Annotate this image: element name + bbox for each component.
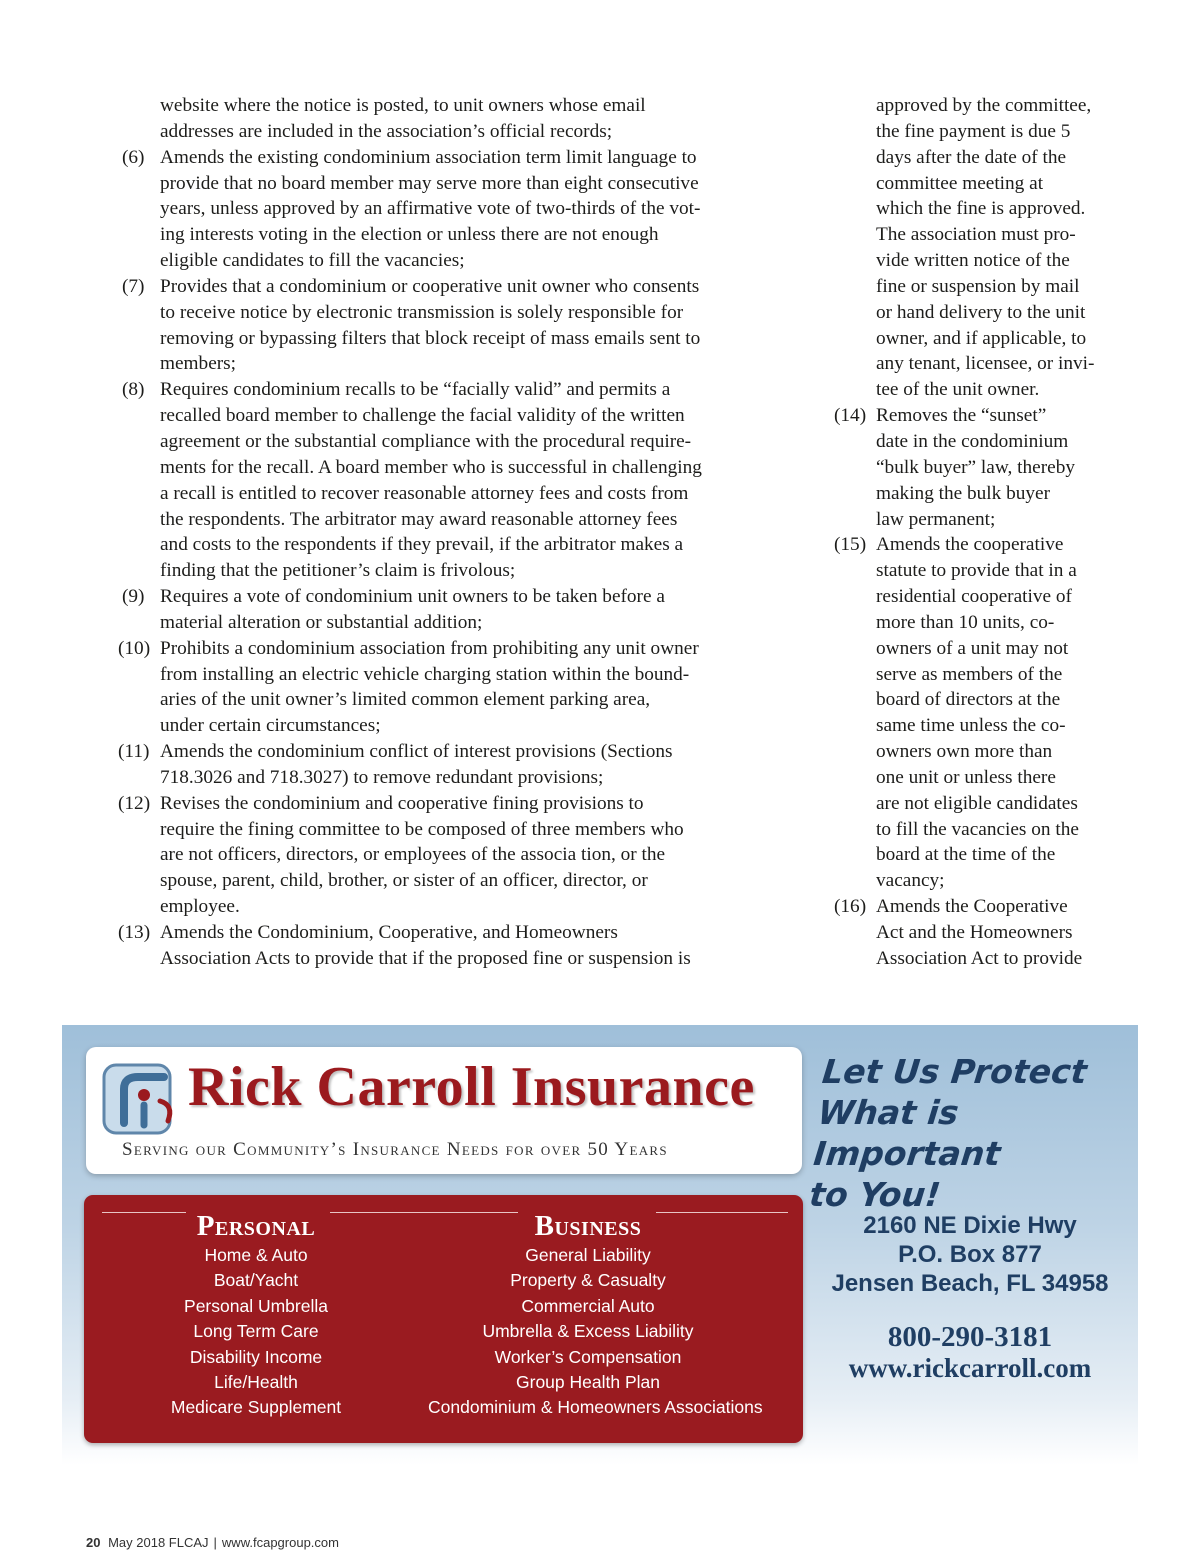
office-address: 2160 NE Dixie Hwy P.O. Box 877 Jensen Beach, FL 34958 (831, 1212, 1109, 1297)
footer-url[interactable]: www.fcapgroup.com (221, 1535, 339, 1550)
list-item (118, 584, 768, 636)
text-line: eligible candidates to fill the vacancies; (160, 250, 465, 272)
footer-separator: | (213, 1535, 217, 1550)
text-line: Association Acts to provide that if the proposed fine or suspension is (160, 947, 691, 969)
text-line: Association Act to provide (876, 947, 1083, 969)
text-line: years, unless approved by an affirmative vote of two-thirds of the vot- (160, 198, 701, 220)
text-line: from installing an electric vehicle charging station within the bound- (160, 663, 690, 685)
text-line: which the fine is approved. (876, 198, 1086, 220)
text-line: making the bulk buyer (876, 482, 1051, 504)
list-item (834, 894, 1134, 972)
text-line: Amends the Cooperative (876, 896, 1068, 918)
text-line: Requires condominium recalls to be “facially valid” and permits a (160, 379, 671, 401)
service-item: Medicare Supplement (170, 1397, 342, 1418)
text-line: addresses are included in the association’s official records; (160, 120, 613, 142)
text-line: The association must pro- (876, 224, 1076, 246)
item-number: (16) (834, 896, 867, 918)
service-item: Boat/Yacht (213, 1270, 299, 1291)
text-line: employee. (160, 896, 240, 918)
issue-label: May 2018 FLCAJ (108, 1535, 209, 1550)
text-line: Amends the existing condominium association term limit language to (160, 146, 697, 168)
rci-logo-icon (102, 1061, 180, 1137)
list-item (118, 274, 768, 377)
text-line: board of directors at the (876, 689, 1061, 711)
protect-tagline: Let Us Protect What is Important to You! (807, 1052, 1089, 1214)
text-line: recalled board member to challenge the facial validity of the written (160, 405, 685, 427)
personal-services (84, 1209, 428, 1421)
list-item (118, 145, 768, 274)
service-item: Condominium & Homeowners Associations (428, 1397, 763, 1418)
article-left-column (118, 93, 768, 972)
text-line: statute to provide that in a (876, 560, 1077, 582)
text-line: or hand delivery to the unit (876, 301, 1086, 323)
text-line: date in the condominium (876, 430, 1069, 452)
text-line: and costs to the respondents if they prevail, if the arbitrator makes a (160, 534, 684, 556)
logo-panel (86, 1047, 802, 1174)
text-line: a recall is entitled to recover reasonable attorney fees and costs from (160, 482, 689, 504)
business-services (428, 1209, 763, 1421)
service-item: Commercial Auto (521, 1295, 655, 1316)
text-line: more than 10 units, co- (876, 611, 1055, 633)
list-item (834, 532, 1134, 894)
text-line: ments for the recall. A board member who is successful in challenging (160, 456, 702, 478)
text-line: Amends the cooperative (876, 534, 1064, 556)
page-number: 20 (86, 1535, 101, 1550)
text-line: Prohibits a condominium association from prohibiting any unit owner (160, 637, 699, 659)
phone-number: 800-290-3181 (887, 1321, 1053, 1353)
text-line: board at the time of the (876, 844, 1056, 866)
service-item: Worker’s Compensation (494, 1346, 682, 1367)
service-item: Home & Auto (204, 1245, 308, 1265)
text-line: finding that the petitioner’s claim is frivolous; (160, 560, 516, 582)
text-line: Removes the “sunset” (876, 405, 1047, 427)
text-line: Act and the Homeowners (876, 922, 1073, 943)
text-line: vide written notice of the (876, 250, 1070, 272)
text-line: to fill the vacancies on the (876, 818, 1079, 840)
service-item: Personal Umbrella (184, 1295, 328, 1316)
text-line: to receive notice by electronic transmission is solely responsible for (160, 301, 684, 323)
service-item: Life/Health (214, 1372, 298, 1393)
text-line: serve as members of the (876, 663, 1063, 685)
page-footer (86, 1535, 339, 1550)
text-line: the fine payment is due 5 (876, 120, 1071, 142)
text-line: Revises the condominium and cooperative fining provisions to (160, 792, 644, 814)
text-line: aries of the unit owner’s limited common element parking area, (160, 689, 651, 711)
text-line: 718.3026 and 718.3027) to remove redundant provisions; (160, 766, 604, 788)
service-item: General Liability (525, 1245, 651, 1265)
service-item: Disability Income (189, 1346, 323, 1367)
service-item: Umbrella & Excess Liability (482, 1321, 694, 1342)
text-line: tee of the unit owner. (876, 379, 1040, 401)
list-item (118, 636, 768, 739)
text-line: days after the date of the (876, 146, 1067, 168)
text-line: website where the notice is posted, to unit owners whose email (160, 95, 646, 116)
text-line: members; (160, 353, 237, 375)
list-item (118, 739, 768, 791)
text-line: owners of a unit may not (876, 637, 1069, 659)
text-line: the respondents. The arbitrator may award reasonable attorney fees (160, 508, 678, 530)
text-line: spouse, parent, child, brother, or sister of an officer, director, or (160, 870, 648, 892)
item-number: (6) (122, 146, 145, 168)
text-line: any tenant, licensee, or invi- (876, 353, 1095, 375)
text-line: approved by the committee, (876, 95, 1092, 116)
item-number: (10) (118, 637, 151, 659)
text-line: under certain circumstances; (160, 715, 381, 737)
brand-name: Rick Carroll Insurance (188, 1056, 755, 1118)
text-line: Provides that a condominium or cooperative unit owner who consents (160, 275, 700, 297)
text-line: are not officers, directors, or employees of the associa tion, or the (160, 844, 666, 866)
item-number: (13) (118, 922, 151, 943)
text-line: removing or bypassing filters that block receipt of mass emails sent to (160, 327, 701, 349)
insurance-advertisement (62, 1025, 1138, 1465)
website-link[interactable]: www.rickcarroll.com (848, 1353, 1092, 1383)
item-number: (12) (118, 792, 151, 814)
text-line: Requires a vote of condominium unit owners to be taken before a (160, 586, 665, 608)
text-line: agreement or the substantial compliance with the procedural require- (160, 430, 692, 452)
text-line: ing interests voting in the election or unless there are not enough (160, 224, 659, 246)
article-right-column (834, 93, 1134, 972)
text-line: committee meeting at (876, 172, 1044, 194)
list-item (118, 791, 768, 920)
text-line: vacancy; (876, 870, 945, 892)
text-line: law permanent; (876, 508, 996, 530)
text-line: are not eligible candidates (876, 792, 1078, 814)
text-line: “bulk buyer” law, thereby (876, 456, 1075, 478)
text-line: Amends the Condominium, Cooperative, and Homeowners (160, 922, 618, 943)
service-item: Group Health Plan (516, 1372, 660, 1393)
list-item (118, 377, 768, 584)
serving-tagline: Serving our Community’s Insurance Needs for over 50 Years (122, 1139, 668, 1160)
item-number: (9) (122, 586, 145, 608)
item-number: (11) (118, 741, 150, 763)
text-line: provide that no board member may serve more than eight consecutive (160, 172, 699, 194)
business-heading: Business (534, 1210, 642, 1242)
personal-heading: Personal (196, 1210, 316, 1242)
item-number: (7) (122, 275, 145, 297)
text-line: same time unless the co- (876, 715, 1066, 737)
list-item (834, 403, 1134, 532)
text-line: owner, and if applicable, to (876, 327, 1087, 349)
text-line: material alteration or substantial addition; (160, 611, 483, 633)
text-line: residential cooperative of (876, 586, 1072, 608)
item-number: (8) (122, 379, 145, 401)
service-item: Property & Casualty (510, 1270, 666, 1291)
item-number: (14) (834, 405, 867, 427)
text-line: Amends the condominium conflict of interest provisions (Sections (160, 741, 673, 763)
text-line: owners own more than (876, 741, 1053, 763)
services-panel (84, 1195, 803, 1443)
list-item (118, 920, 768, 972)
text-line: fine or suspension by mail (876, 275, 1080, 297)
item-number: (15) (834, 534, 867, 556)
text-line: one unit or unless there (876, 766, 1056, 788)
text-line: require the fining committee to be composed of three members who (160, 818, 684, 840)
service-item: Long Term Care (193, 1321, 319, 1342)
